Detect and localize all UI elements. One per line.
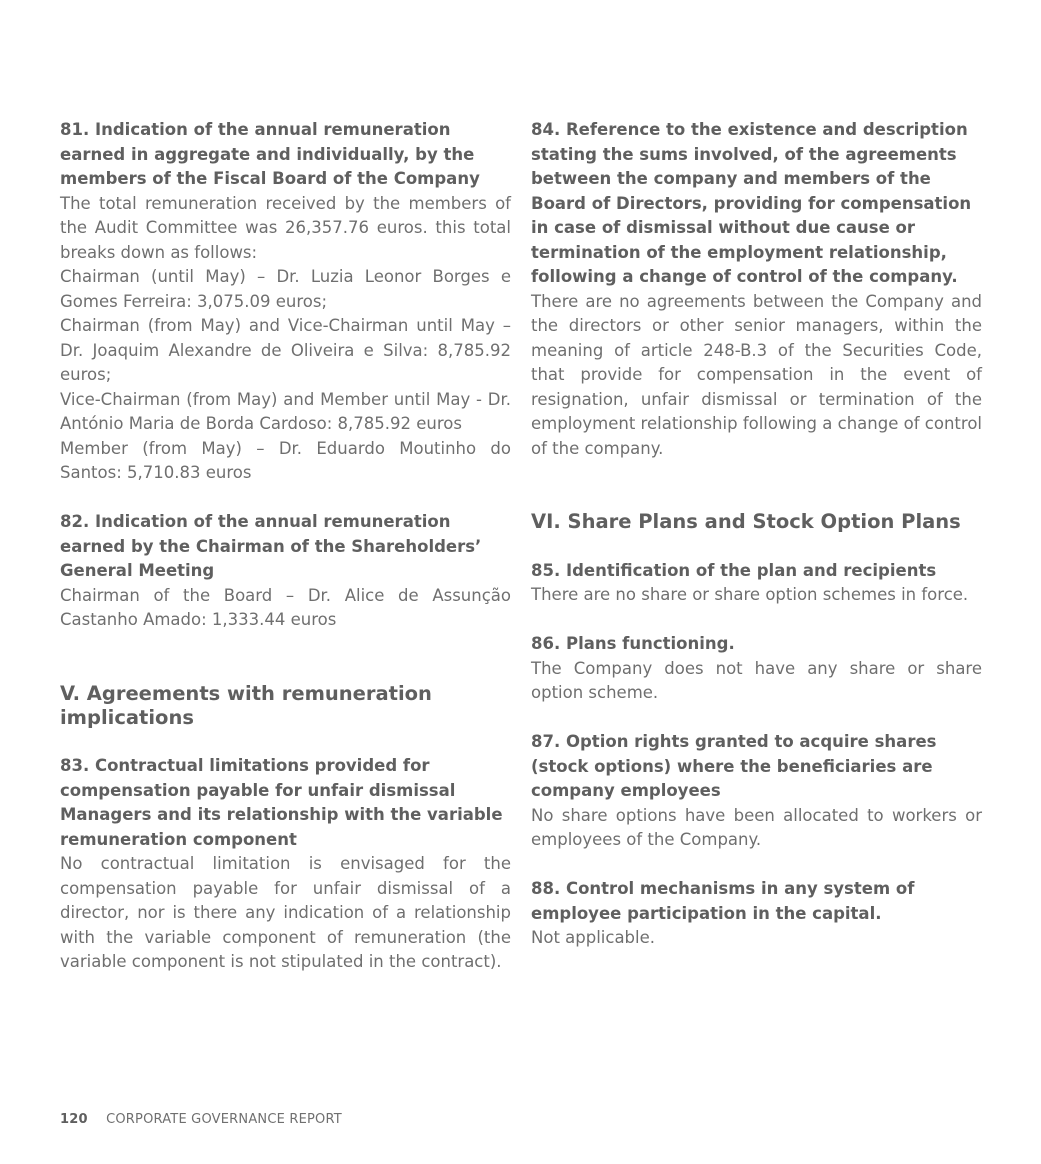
- page-number: 120: [60, 1112, 88, 1127]
- section-84-heading: 84. Reference to the existence and description stating the sums involved, of the agreements between the company and members of the Board of Directors, providing for compensation in case of dismissal without due cause or termination of the employment relationship, following a change of control of the company.: [531, 120, 972, 286]
- section-81-intro: The total remuneration received by the members of the Audit Committee was 26,357.76 euros. this total breaks down as follows:: [60, 193, 511, 262]
- section-83-heading: 83. Contractual limitations provided for compensation payable for unfair dismissal Managers and its relationship with the variable remuneration component: [60, 756, 503, 849]
- section-82-heading: 82. Indication of the annual remuneration earned by the Chairman of the Shareholders’ General Meeting: [60, 512, 482, 580]
- section-84-text: There are no agreements between the Company and the directors or other senior managers, within the meaning of article 248-B.3 of the Securities Code, that provide for compensation in the event of resignation, unfair dismissal or termination of the employment relationship following a change of control of the company.: [531, 291, 982, 458]
- section-87-heading: 87. Option rights granted to acquire shares (stock options) where the beneficiaries are company employees: [531, 732, 937, 800]
- section-83-text: No contractual limitation is envisaged for the compensation payable for unfair dismissal of a director, nor is there any indication of a relationship with the variable component of remuneration (the variable component is not stipulated in the contract).: [60, 854, 511, 971]
- page-footer: [60, 1112, 342, 1127]
- section-85-text: There are no share or share option schemes in force.: [531, 585, 969, 604]
- report-title: CORPORATE GOVERNANCE REPORT: [106, 1112, 342, 1127]
- section-81-heading: 81. Indication of the annual remuneration earned in aggregate and individually, by the members of the Fiscal Board of the Company: [60, 120, 480, 188]
- left-column: [60, 118, 511, 975]
- section-v-title: V. Agreements with remuneration implications: [60, 681, 432, 729]
- section-87-text: No share options have been allocated to workers or employees of the Company.: [531, 805, 982, 849]
- section-81-line-member: Member (from May) – Dr. Eduardo Moutinho do Santos: 5,710.83 euros: [60, 438, 511, 482]
- section-vi-title: VI. Share Plans and Stock Option Plans: [531, 510, 961, 533]
- section-81-line-chairman-from-may: Chairman (from May) and Vice-Chairman until May – Dr. Joaquim Alexandre de Oliveira e Silva: 8,785.92 euros;: [60, 316, 511, 384]
- section-86-text: The Company does not have any share or share option scheme.: [531, 658, 982, 702]
- section-86-heading: 86. Plans functioning.: [531, 634, 735, 653]
- section-85-heading: 85. Identification of the plan and recipients: [531, 560, 937, 580]
- right-column: [531, 118, 982, 951]
- section-81-line-vice-chairman: Vice-Chairman (from May) and Member until May - Dr. António Maria de Borda Cardoso: 8,785.92 euros: [60, 389, 511, 433]
- section-82-text: Chairman of the Board – Dr. Alice de Assunção Castanho Amado: 1,333.44 euros: [60, 585, 511, 629]
- section-81-line-chairman-until-may: Chairman (until May) – Dr. Luzia Leonor Borges e Gomes Ferreira: 3,075.09 euros;: [60, 267, 511, 311]
- section-88-heading: 88. Control mechanisms in any system of employee participation in the capital.: [531, 879, 915, 923]
- section-88-text: Not applicable.: [531, 928, 656, 947]
